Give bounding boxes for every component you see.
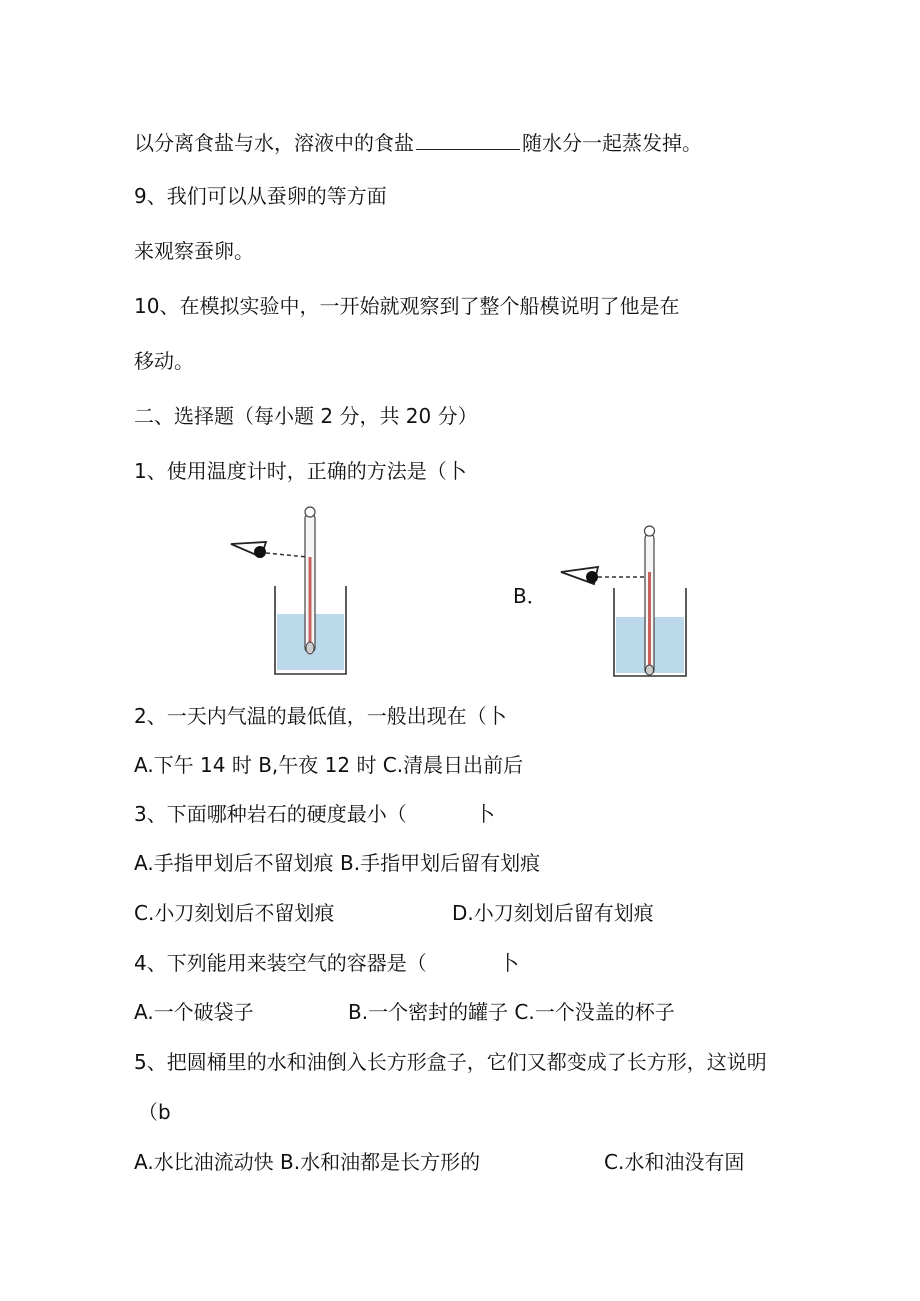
section-2-heading: 二、选择题（每小题 2 分，共 20 分）: [134, 404, 478, 428]
c2-question: 2、一天内气温的最低值，一般出现在（卜: [134, 704, 507, 728]
q10-line2: 移动。: [134, 349, 194, 373]
c4-question: 4、下列能用来装空气的容器是（: [134, 951, 427, 975]
c4-option-a: A.一个破袋子: [134, 1000, 254, 1024]
thermometer-bulb-b: [646, 665, 654, 675]
sight-line-a: [266, 553, 307, 557]
q8-tail-line: [134, 131, 702, 155]
c3-option-d: D.小刀刻划后留有划痕: [452, 901, 654, 925]
c3-question: 3、下面哪种岩石的硬度最小（: [134, 802, 407, 826]
q9-line1: 9、我们可以从蚕卵的等方面: [134, 184, 387, 208]
thermometer-red-liquid-b: [648, 572, 651, 670]
q8-text-before: 以分离食盐与水，溶液中的食盐: [134, 131, 414, 155]
c1-option-b-label: B．: [513, 584, 547, 608]
q8-answer-blank[interactable]: [416, 131, 520, 150]
thermometer-top-a: [305, 507, 315, 517]
thermometer-figure-a: [228, 502, 363, 680]
thermometer-top-b: [645, 526, 655, 536]
c1-question: 1、使用温度计时，正确的方法是（卜: [134, 459, 467, 483]
q10-line1: 10、在模拟实验中，一开始就观察到了整个船模说明了他是在: [134, 294, 680, 318]
thermometer-figure-b: [558, 522, 693, 682]
c5-question: 5、把圆桶里的水和油倒入长方形盒子，它们又都变成了长方形，这说明: [134, 1050, 767, 1074]
thermometer-red-liquid-a: [309, 557, 312, 645]
c5-options-ab: A.水比油流动快 B.水和油都是长方形的: [134, 1150, 481, 1174]
c3-option-c: C.小刀刻划后不留划痕: [134, 901, 335, 925]
thermometer-bulb-a: [306, 642, 314, 654]
c4-question-end: 卜: [499, 951, 519, 975]
c3-options-row1: A.手指甲划后不留划痕 B.手指甲划后留有划痕: [134, 851, 541, 875]
q9-line2: 来观察蚕卵。: [134, 239, 254, 263]
eye-pupil-a: [254, 546, 266, 558]
c3-question-end: 卜: [475, 802, 495, 826]
eye-pupil-b: [586, 571, 598, 583]
q8-text-after: 随水分一起蒸发掉。: [522, 131, 702, 155]
c2-options: A.下午 14 时 B,午夜 12 时 C.清晨日出前后: [134, 753, 524, 777]
c5-option-c: C.水和油没有固: [604, 1150, 745, 1174]
c5-paren: （b: [138, 1100, 171, 1124]
c4-options-bc: B.一个密封的罐子 C.一个没盖的杯子: [348, 1000, 675, 1024]
